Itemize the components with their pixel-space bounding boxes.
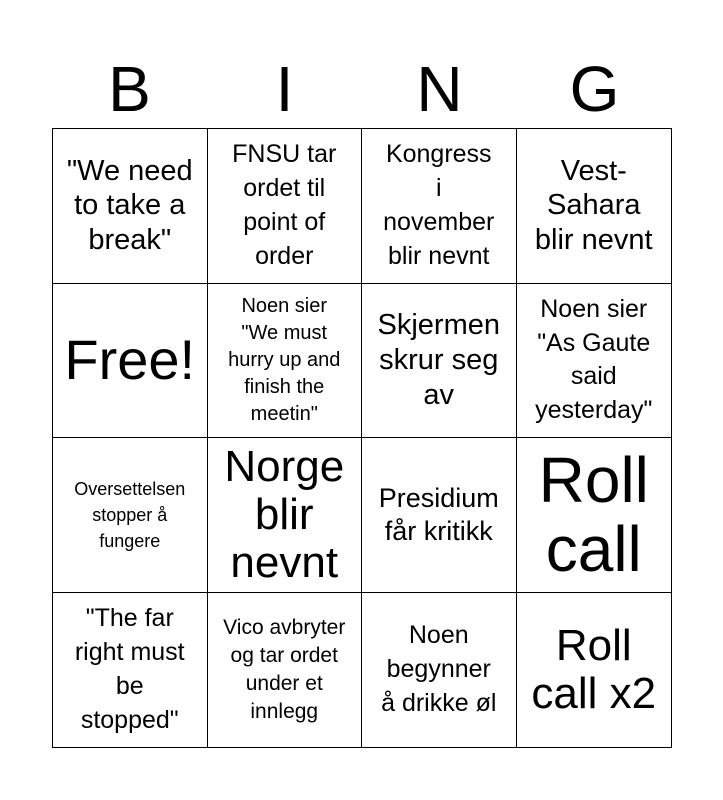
bingo-cell-r1c1[interactable] — [53, 129, 208, 284]
cell-text: Vico avbryter og tar ordet under et innlegg — [223, 615, 346, 723]
cell-text: Presidium får kritikk — [378, 483, 499, 546]
cell-text: Roll call — [538, 443, 649, 585]
cell-text: Oversettelsen stopper å fungere — [74, 478, 186, 551]
header-letter-b: B — [108, 53, 151, 125]
free-space-text: Free! — [64, 328, 196, 392]
bingo-cell-r1c4[interactable] — [517, 129, 672, 284]
bingo-cell-r1c2[interactable] — [208, 129, 363, 284]
bingo-header — [52, 50, 672, 128]
header-letter-i: I — [275, 53, 294, 125]
bingo-cell-r1c3[interactable] — [362, 129, 517, 284]
bingo-cell-r2c2[interactable] — [208, 284, 363, 439]
bingo-cell-r3c3[interactable] — [362, 438, 517, 593]
bingo-cell-r4c1[interactable] — [53, 593, 208, 748]
cell-text: Roll call x2 — [531, 621, 657, 718]
bingo-cell-r3c4[interactable] — [517, 438, 672, 593]
cell-text: Noen begynner å drikke øl — [381, 621, 497, 717]
bingo-cell-r2c1-free[interactable] — [53, 284, 208, 439]
header-letter-g: G — [569, 53, 620, 125]
header-letter-n: N — [416, 53, 463, 125]
cell-text: FNSU tar ordet til point of order — [232, 140, 337, 270]
bingo-cell-r3c1[interactable] — [53, 438, 208, 593]
bingo-cell-r2c4[interactable] — [517, 284, 672, 439]
bingo-cell-r4c3[interactable] — [362, 593, 517, 748]
bingo-cell-r4c2[interactable] — [208, 593, 363, 748]
cell-text: Kongress i november blir nevnt — [383, 140, 495, 270]
cell-text: Skjermen skrur seg av — [377, 309, 500, 411]
bingo-cell-r3c2[interactable] — [208, 438, 363, 593]
cell-text: "We need to take a break" — [66, 154, 193, 257]
bingo-board — [52, 128, 672, 748]
cell-text: "The far right must be stopped" — [74, 604, 185, 734]
bingo-cell-r2c3[interactable] — [362, 284, 517, 439]
cell-text: Noen sier "We must hurry up and finish the meetin" — [228, 294, 341, 425]
cell-text: Noen sier "As Gaute said yesterday" — [535, 294, 653, 424]
cell-text: Norge blir nevnt — [224, 442, 345, 587]
bingo-cell-r4c4[interactable] — [517, 593, 672, 748]
cell-text: Vest- Sahara blir nevnt — [534, 154, 653, 257]
